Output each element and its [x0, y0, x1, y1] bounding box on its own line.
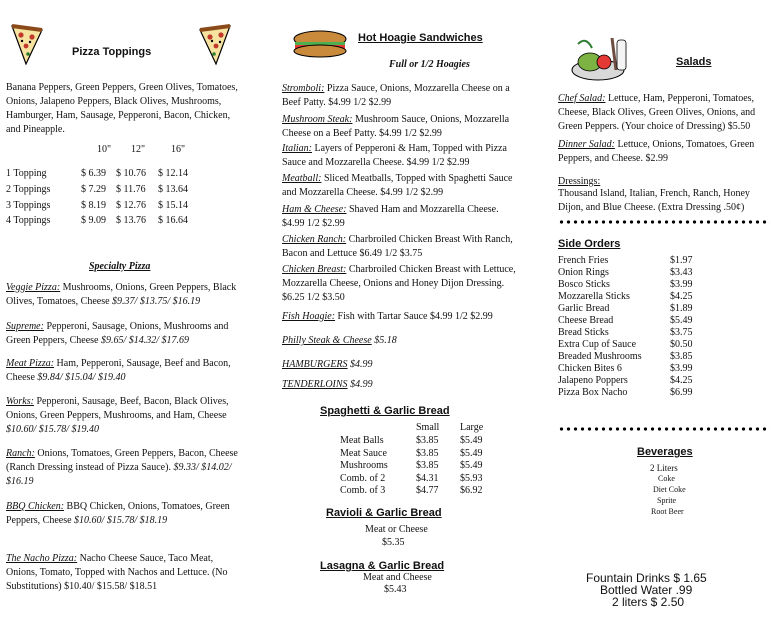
- salad-vegetables-icon: [568, 32, 632, 82]
- size-12: 12": [131, 144, 146, 155]
- salads-title: Salads: [676, 56, 712, 68]
- dotted-divider: [558, 427, 770, 431]
- specialty-item: Ranch: Onions, Tomatoes, Green Peppers, Bacon, Cheese (Ranch Dressing instead of Pizza Sauce). $9.33/ $14.02/ $16.19: [6, 448, 238, 487]
- two-liters: 2 liters $ 2.50: [612, 595, 685, 609]
- hoagie-subtitle: Full or 1/2 Hoagies: [389, 59, 470, 70]
- list-item: French Fries: [558, 255, 609, 266]
- side-orders-title: Side Orders: [558, 238, 621, 250]
- list-item: Extra Cup of Sauce: [558, 339, 637, 350]
- salads-column: Salads Chef Salad: Lettuce, Ham, Pepperoni, Tomatoes, Cheese, Black Olives, Green Olives, Onions, and Green Peppers. (Your choice of Dressing) $5.50 Dinner Salad: Lettuce, Onions, Tomatoes, Green Peppers, and Cheese. $2.99 Dressings: Thousand Island, Italian, French, Ranch, Honey Dijon, and Blue Cheese. (Extra Dressing .50¢) Side Orders French Fries $1.97 Onion Rings $3.43 Bosco Sticks $3.99 Mozzarella Sticks $4.25 Garlic Bread $1.89 Cheese Bread $5.49 Bread Sticks $3.75 Extra Cup of Sauce $0.50 Breaded Mushrooms $3.85 Chicken Bites 6 $3.99 Jalapeno Poppers $4.25 Pizza Box Nacho $6.99 Beverages 2 Liters Coke Diet Coke Sprite Root Beer Fountain Drinks $ 1.65 Bottled Water .99 2 liters $ 2.50: [550, 0, 771, 638]
- beverages-title: Beverages: [637, 446, 693, 458]
- beverage-item: 2 Liters: [650, 463, 678, 473]
- lasagna-desc: Meat and Cheese: [363, 572, 432, 583]
- list-item: Bosco Sticks: [558, 279, 610, 290]
- size-16: 16": [171, 144, 186, 155]
- chef-salad: Chef Salad: Lettuce, Ham, Pepperoni, Tomatoes, Cheese, Black Olives, Green Olives, Onions, and Green Peppers. (Your choice of Dressing) $5.50: [558, 93, 756, 132]
- hoagie-item: Ham & Cheese: Shaved Ham and Mozzarella Cheese. $4.99 1/2 $2.99: [282, 204, 499, 229]
- dressings-list: Thousand Island, Italian, French, Ranch, Honey Dijon, and Blue Cheese. (Extra Dressing .50¢): [558, 188, 750, 213]
- hoagie-title: Hot Hoagie Sandwiches: [358, 32, 483, 44]
- list-item: Jalapeno Poppers: [558, 375, 628, 386]
- spaghetti-small-header: Small: [416, 422, 440, 433]
- pizza-slice-icon: [8, 22, 46, 66]
- list-item: Onion Rings: [558, 267, 609, 278]
- hoagie-item: Chicken Breast: Charbroiled Chicken Breast with Lettuce, Mozzarella Cheese, Onions and Honey Dijon Dressing. $6.25 1/2 $3.50: [282, 264, 516, 303]
- hoagie-item: Italian: Layers of Pepperoni & Ham, Topped with Pizza Sauce and Mozzarella Cheese. $4.99 1/2 $2.99: [282, 143, 507, 168]
- dressings-label: Dressings:: [558, 176, 601, 187]
- beverage-item: Coke: [658, 474, 675, 483]
- spaghetti-large-header: Large: [460, 422, 484, 433]
- list-item: Garlic Bread: [558, 303, 610, 314]
- lasagna-title: Lasagna & Garlic Bread: [320, 560, 445, 572]
- specialty-item: Works: Pepperoni, Sausage, Beef, Bacon, Black Olives, Onions, Green Peppers, Mushrooms, and Ham, Cheese $10.60/ $15.78/ $19.40: [6, 396, 229, 435]
- hoagie-item: Meatball: Sliced Meatballs, Topped with Spaghetti Sauce and Mozzarella Cheese. $4.99 1/2 $2.99: [282, 173, 513, 198]
- dinner-salad: Dinner Salad: Lettuce, Onions, Tomatoes, Green Peppers, and Cheese. $2.99: [558, 139, 755, 164]
- hoagie-item: HAMBURGERS $4.99: [282, 359, 373, 370]
- spaghetti-title: Spaghetti & Garlic Bread: [320, 405, 450, 417]
- specialty-item: BBQ Chicken: BBQ Chicken, Onions, Tomatoes, Green Peppers, Cheese $10.60/ $15.78/ $18.19: [6, 501, 230, 526]
- list-item: Chicken Bites 6: [558, 363, 622, 374]
- specialty-item: The Nacho Pizza: Nacho Cheese Sauce, Taco Meat, Onions, Tomato, Topped with Nachos and Lettuce. (No Substitutions) $10.40/ $15.58/ $18.51: [6, 553, 228, 592]
- hoagie-column: Hot Hoagie Sandwiches Full or 1/2 Hoagies Stromboli: Pizza Sauce, Onions, Mozzarella Cheese on a Beef Patty. $4.99 1/2 $2.99 Mushroom Steak: Mushroom Sauce, Onions, Mozzarella Cheese on a Beef Patty. $4.99 1/2 $2.99 Italian: Layers of Pepperoni & Ham, Topped with Pizza Sauce and Mozzarella Cheese. $4.99 1/2 $2.99 Meatball: Sliced Meatballs, Topped with Spaghetti Sauce and Mozzarella Cheese. $4.99 1/2 $2.99 Ham & Cheese: Shaved Ham and Mozzarella Cheese. $4.99 1/2 $2.99 Chicken Ranch: Charbroiled Chicken Breast With Ranch, Bacon and Lettuce $6.49 1/2 $3.75 Chicken Breast: Charbroiled Chicken Breast with Lettuce, Mozzarella Cheese, Onions and Honey Dijon Dressing. $6.25 1/2 $3.50 Fish Hoagie: Fish with Tartar Sauce $4.99 1/2 $2.99 Philly Steak & Cheese $5.18 HAMBURGERS $4.99 TENDERLOINS $4.99 Spaghetti & Garlic Bread Small Large Meat Balls $3.85 $5.49 Meat Sauce $3.85 $5.49 Mushrooms $3.85 $5.49 Comb. of 2 $4.31 $5.93 Comb. of 3 $4.77 $6.92 Ravioli & Garlic Bread Meat or Cheese $5.35 Lasagna & Garlic Bread Meat and Cheese $5.43: [278, 0, 518, 638]
- bottled-water: Bottled Water .99: [600, 583, 693, 597]
- list-item: Breaded Mushrooms: [558, 351, 642, 362]
- list-item: Pizza Box Nacho: [558, 387, 628, 398]
- hoagie-item: Mushroom Steak: Mushroom Sauce, Onions, Mozzarella Cheese on a Beef Patty. $4.99 1/2 $2.99: [282, 114, 510, 139]
- beverage-item: Sprite: [657, 496, 677, 505]
- list-item: Bread Sticks: [558, 327, 609, 338]
- hoagie-item: Chicken Ranch: Charbroiled Chicken Breast With Ranch, Bacon and Lettuce $6.49 1/2 $3.75: [282, 234, 513, 259]
- list-item: Cheese Bread: [558, 315, 614, 326]
- specialty-item: Veggie Pizza: Mushrooms, Onions, Green Peppers, Black Olives, Tomatoes, Cheese $9.37/ $13.75/ $16.19: [6, 282, 237, 307]
- hoagie-item: TENDERLOINS $4.99: [282, 379, 373, 390]
- ravioli-title: Ravioli & Garlic Bread: [326, 507, 442, 519]
- beverage-item: Diet Coke: [653, 485, 686, 494]
- size-10: 10": [97, 144, 112, 155]
- dotted-divider: [558, 220, 770, 224]
- beverage-item: Root Beer: [651, 507, 684, 516]
- specialty-pizza-title: Specialty Pizza: [89, 261, 151, 272]
- pizza-toppings-list: Banana Peppers, Green Peppers, Green Olives, Tomatoes, Onions, Jalapeno Peppers, Black Olives, Mushrooms, Hamburger, Ham, Sausage, Pepperoni, Bacon, Chicken, and Pineapple.: [6, 82, 238, 135]
- fountain-drinks: Fountain Drinks $ 1.65: [586, 571, 707, 585]
- hoagie-item: Fish Hoagie: Fish with Tartar Sauce $4.99 1/2 $2.99: [282, 311, 493, 322]
- specialty-item: Meat Pizza: Ham, Pepperoni, Sausage, Beef and Bacon, Cheese $9.84/ $15.04/ $19.40: [6, 358, 231, 383]
- specialty-item: Supreme: Pepperoni, Sausage, Onions, Mushrooms and Green Peppers, Cheese $9.65/ $14.32/ $17.69: [6, 321, 229, 346]
- list-item: Mozzarella Sticks: [558, 291, 630, 302]
- pizza-slice-icon: [196, 22, 234, 66]
- hoagie-sandwich-icon: [292, 30, 348, 58]
- ravioli-desc: Meat or Cheese: [365, 524, 428, 535]
- lasagna-price: $5.43: [384, 584, 407, 595]
- hoagie-item: Stromboli: Pizza Sauce, Onions, Mozzarella Cheese on a Beef Patty. $4.99 1/2 $2.99: [282, 83, 510, 108]
- hoagie-item: Philly Steak & Cheese $5.18: [282, 335, 397, 346]
- ravioli-price: $5.35: [382, 537, 405, 548]
- pizza-toppings-title: Pizza Toppings: [72, 46, 152, 58]
- pizza-column: Pizza Toppings Banana Peppers, Green Peppers, Green Olives, Tomatoes, Onions, Jalapeno Peppers, Black Olives, Mushrooms, Hamburger, Ham, Sausage, Pepperoni, Bacon, Chicken, and Pineapple. 10" 12" 16" 1 Topping $ 6.39 $ 10.76 $ 12.14 2 Toppings $ 7.29 $ 11.76 $ 13.64 3 Toppings $ 8.19 $ 12.76 $ 15.14 4 Toppings $ 9.09 $ 13.76 $ 16.64 Specialty Pizza Veggie Pizza: Mushrooms, Onions, Green Peppers, Black Olives, Tomatoes, Cheese $9.37/ $13.75/ $16.19 Supreme: Pepperoni, Sausage, Onions, Mushrooms and Green Peppers, Cheese $9.65/ $14.32/ $17.69 Meat Pizza: Ham, Pepperoni, Sausage, Beef and Bacon, Cheese $9.84/ $15.04/ $19.40 Works: Pepperoni, Sausage, Beef, Bacon, Black Olives, Onions, Green Peppers, Mushrooms, and Ham, Cheese $10.60/ $15.78/ $19.40 Ranch: Onions, Tomatoes, Green Peppers, Bacon, Cheese (Ranch Dressing instead of Pizza Sauce). $9.33/ $14.02/ $16.19 BBQ Chicken: BBQ Chicken, Onions, Tomatoes, Green Peppers, Cheese $10.60/ $15.78/ $18.19 The Nacho Pizza: Nacho Cheese Sauce, Taco Meat, Onions, Tomato, Topped with Nachos and Lettuce. (No Substitutions) $10.40/ $15.58/ $18.51: [0, 0, 250, 638]
